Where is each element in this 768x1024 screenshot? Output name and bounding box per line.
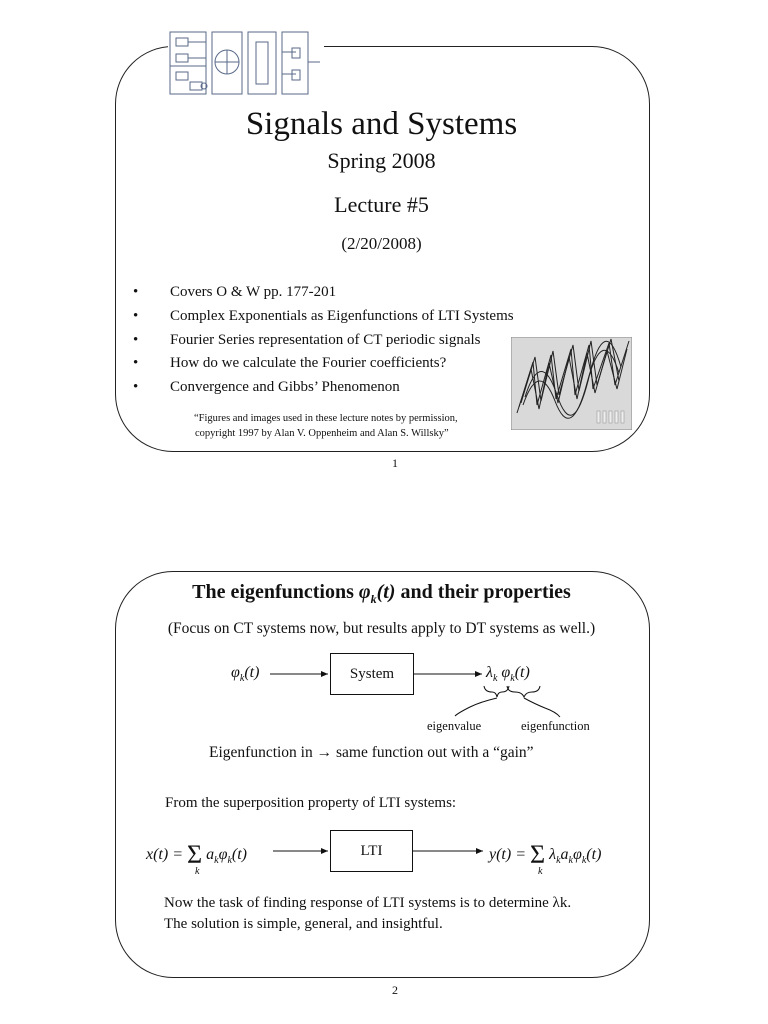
- eigenvalue-label: eigenvalue: [427, 719, 482, 733]
- conclusion-line-2: The solution is simple, general, and insightful.: [164, 916, 443, 932]
- page-number: 1: [392, 456, 398, 470]
- title-suffix: and their properties: [400, 581, 571, 603]
- lecture-label: Lecture #5: [334, 192, 429, 217]
- lecture-date: (2/20/2008): [341, 234, 422, 253]
- eigen-output: $\lambda_k$ $\varphi_k(t)$: [486, 664, 530, 685]
- conclusion-line-1: Now the task of finding response of LTI systems is to determine λk.: [164, 895, 572, 911]
- eigenfunction-input: $\varphi_k(t)$: [231, 664, 260, 685]
- lti-input-expression: x(t) = Σ k $a_k\varphi_k(t)$: [146, 840, 248, 877]
- topic-item: • Fourier Series representation of CT periodic signals: [133, 331, 514, 355]
- topic-item: • Complex Exponentials as Eigenfunctions of LTI Systems: [133, 307, 514, 331]
- lti-box: LTI: [330, 830, 413, 872]
- lti-output-expression: y(t) = Σ k $\lambda_ka_k\varphi_k(t)$: [489, 840, 602, 877]
- page-number: 2: [392, 983, 398, 997]
- topic-item: • Convergence and Gibbs’ Phenomenon: [133, 378, 514, 402]
- semester-label: Spring 2008: [327, 148, 436, 173]
- eigenfunction-label: eigenfunction: [521, 719, 590, 733]
- credit-line: copyright 1997 by Alan V. Oppenheim and Alan S. Willsky”: [195, 428, 449, 439]
- superposition-text: From the superposition property of LTI systems:: [165, 795, 457, 811]
- title-math: $\varphi_k(t)$: [358, 581, 396, 606]
- eigen-statement: Eigenfunction in → same function out with a “gain”: [209, 744, 534, 761]
- topic-item: • Covers O & W pp. 177-201: [133, 283, 514, 307]
- topic-item: • How do we calculate the Fourier coefficients?: [133, 354, 514, 378]
- credit-line: “Figures and images used in these lecture notes by permission,: [194, 413, 458, 424]
- slide-1-title: Signals and Systems: [245, 106, 518, 142]
- title-prefix: The eigenfunctions: [192, 581, 354, 603]
- system-box: System: [330, 653, 414, 695]
- slide-2-subtitle: (Focus on CT systems now, but results apply to DT systems as well.): [167, 620, 596, 637]
